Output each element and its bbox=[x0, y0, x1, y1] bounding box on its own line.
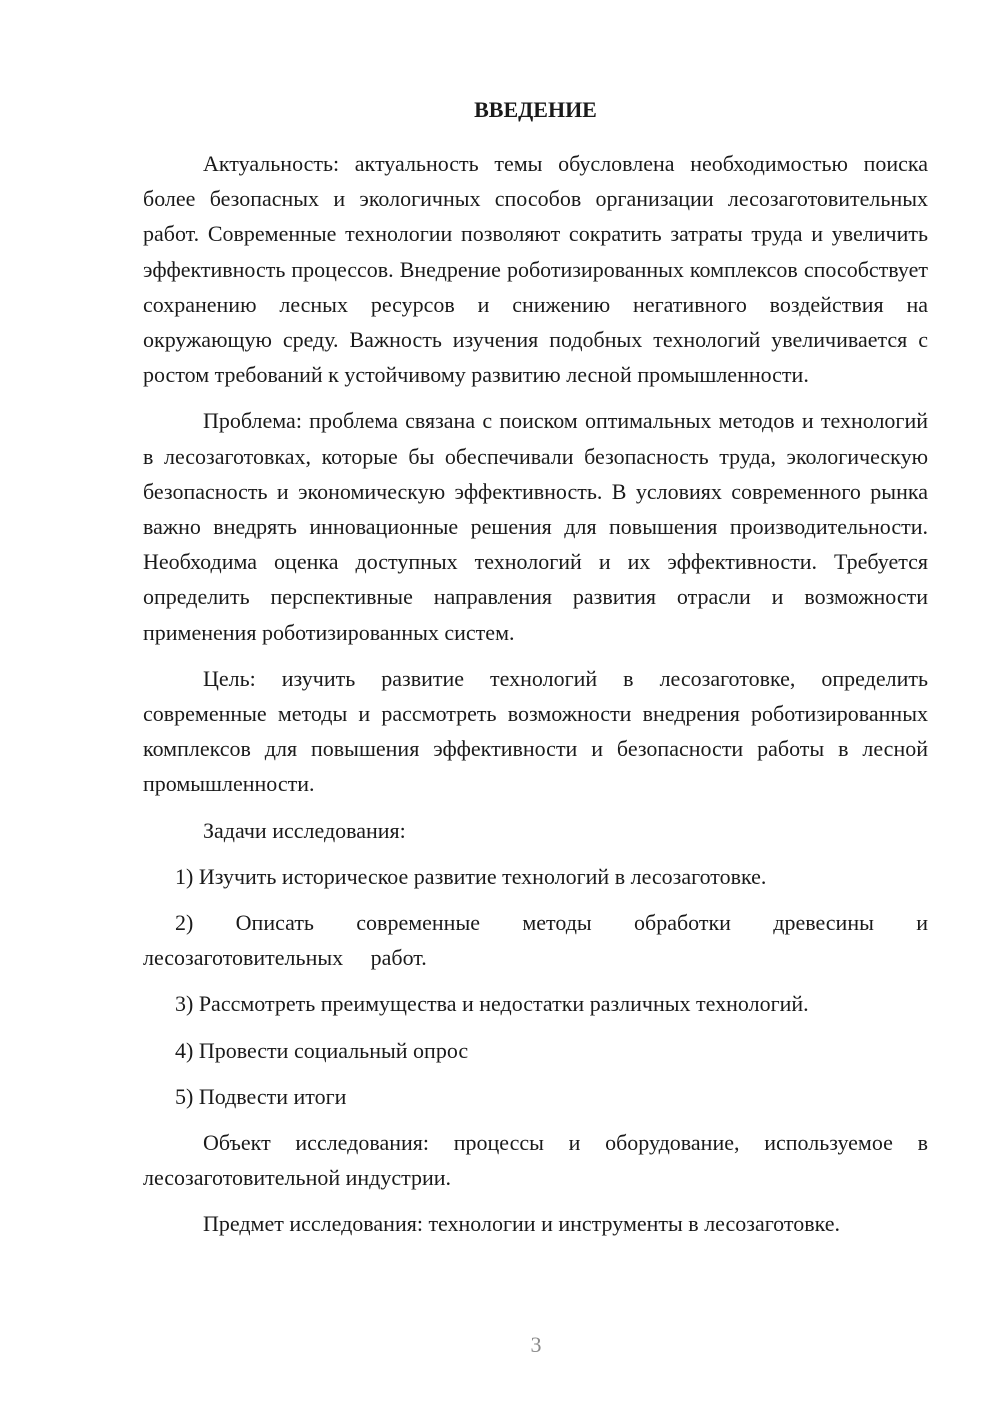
problem-paragraph: Проблема: проблема связана с поиском оптимальных методов и технологий в лесозаготовках, которые бы обеспечивали безопасность труда, экологическую безопасность и экономическую эффективность. В условиях современного рынка важно внедрять инновационные решения для повышения производительности. Необходима оценка доступных технологий и их эффективности. Требуется определить перспективные направления развития отрасли и возможности применения роботизированных систем. bbox=[143, 408, 928, 645]
page-content bbox=[143, 92, 928, 1253]
task-item-4: 4) Провести социальный опрос bbox=[175, 1037, 469, 1063]
tasks-title: Задачи исследования: bbox=[203, 817, 406, 843]
subject-paragraph: Предмет исследования: технологии и инструменты в лесозаготовке. bbox=[203, 1211, 841, 1237]
goal-paragraph: Цель: изучить развитие технологий в лесозаготовке, определить современные методы и рассмотреть возможности внедрения роботизированных комплексов для повышения эффективности и безопасности работы в лесной промышленности. bbox=[143, 665, 928, 797]
task-item-2: 2) Описать современные методы обработки древесины и лесозаготовительных работ. bbox=[143, 910, 928, 971]
task-item-5: 5) Подвести итоги bbox=[175, 1083, 347, 1109]
object-paragraph: Объект исследования: процессы и оборудование, используемое в лесозаготовительной индустрии. bbox=[143, 1130, 928, 1191]
tasks-list bbox=[143, 859, 928, 1114]
page-number: 3 bbox=[530, 1332, 542, 1357]
section-heading: ВВЕДЕНИЕ bbox=[474, 97, 597, 122]
task-item-1: 1) Изучить историческое развитие технологий в лесозаготовке. bbox=[175, 863, 767, 889]
relevance-paragraph: Актуальность: актуальность темы обусловлена необходимостью поиска более безопасных и экологичных способов организации лесозаготовительных работ. Современные технологии позволяют сократить затраты труда и увеличить эффективность процессов. Внедрение роботизированных комплексов способствует сохранению лесных ресурсов и снижению негативного воздействия на окружающую среду. Важность изучения подобных технологий увеличивается с ростом требований к устойчивому развитию лесной промышленности. bbox=[143, 151, 928, 388]
task-item-3: 3) Рассмотреть преимущества и недостатки различных технологий. bbox=[175, 991, 809, 1017]
